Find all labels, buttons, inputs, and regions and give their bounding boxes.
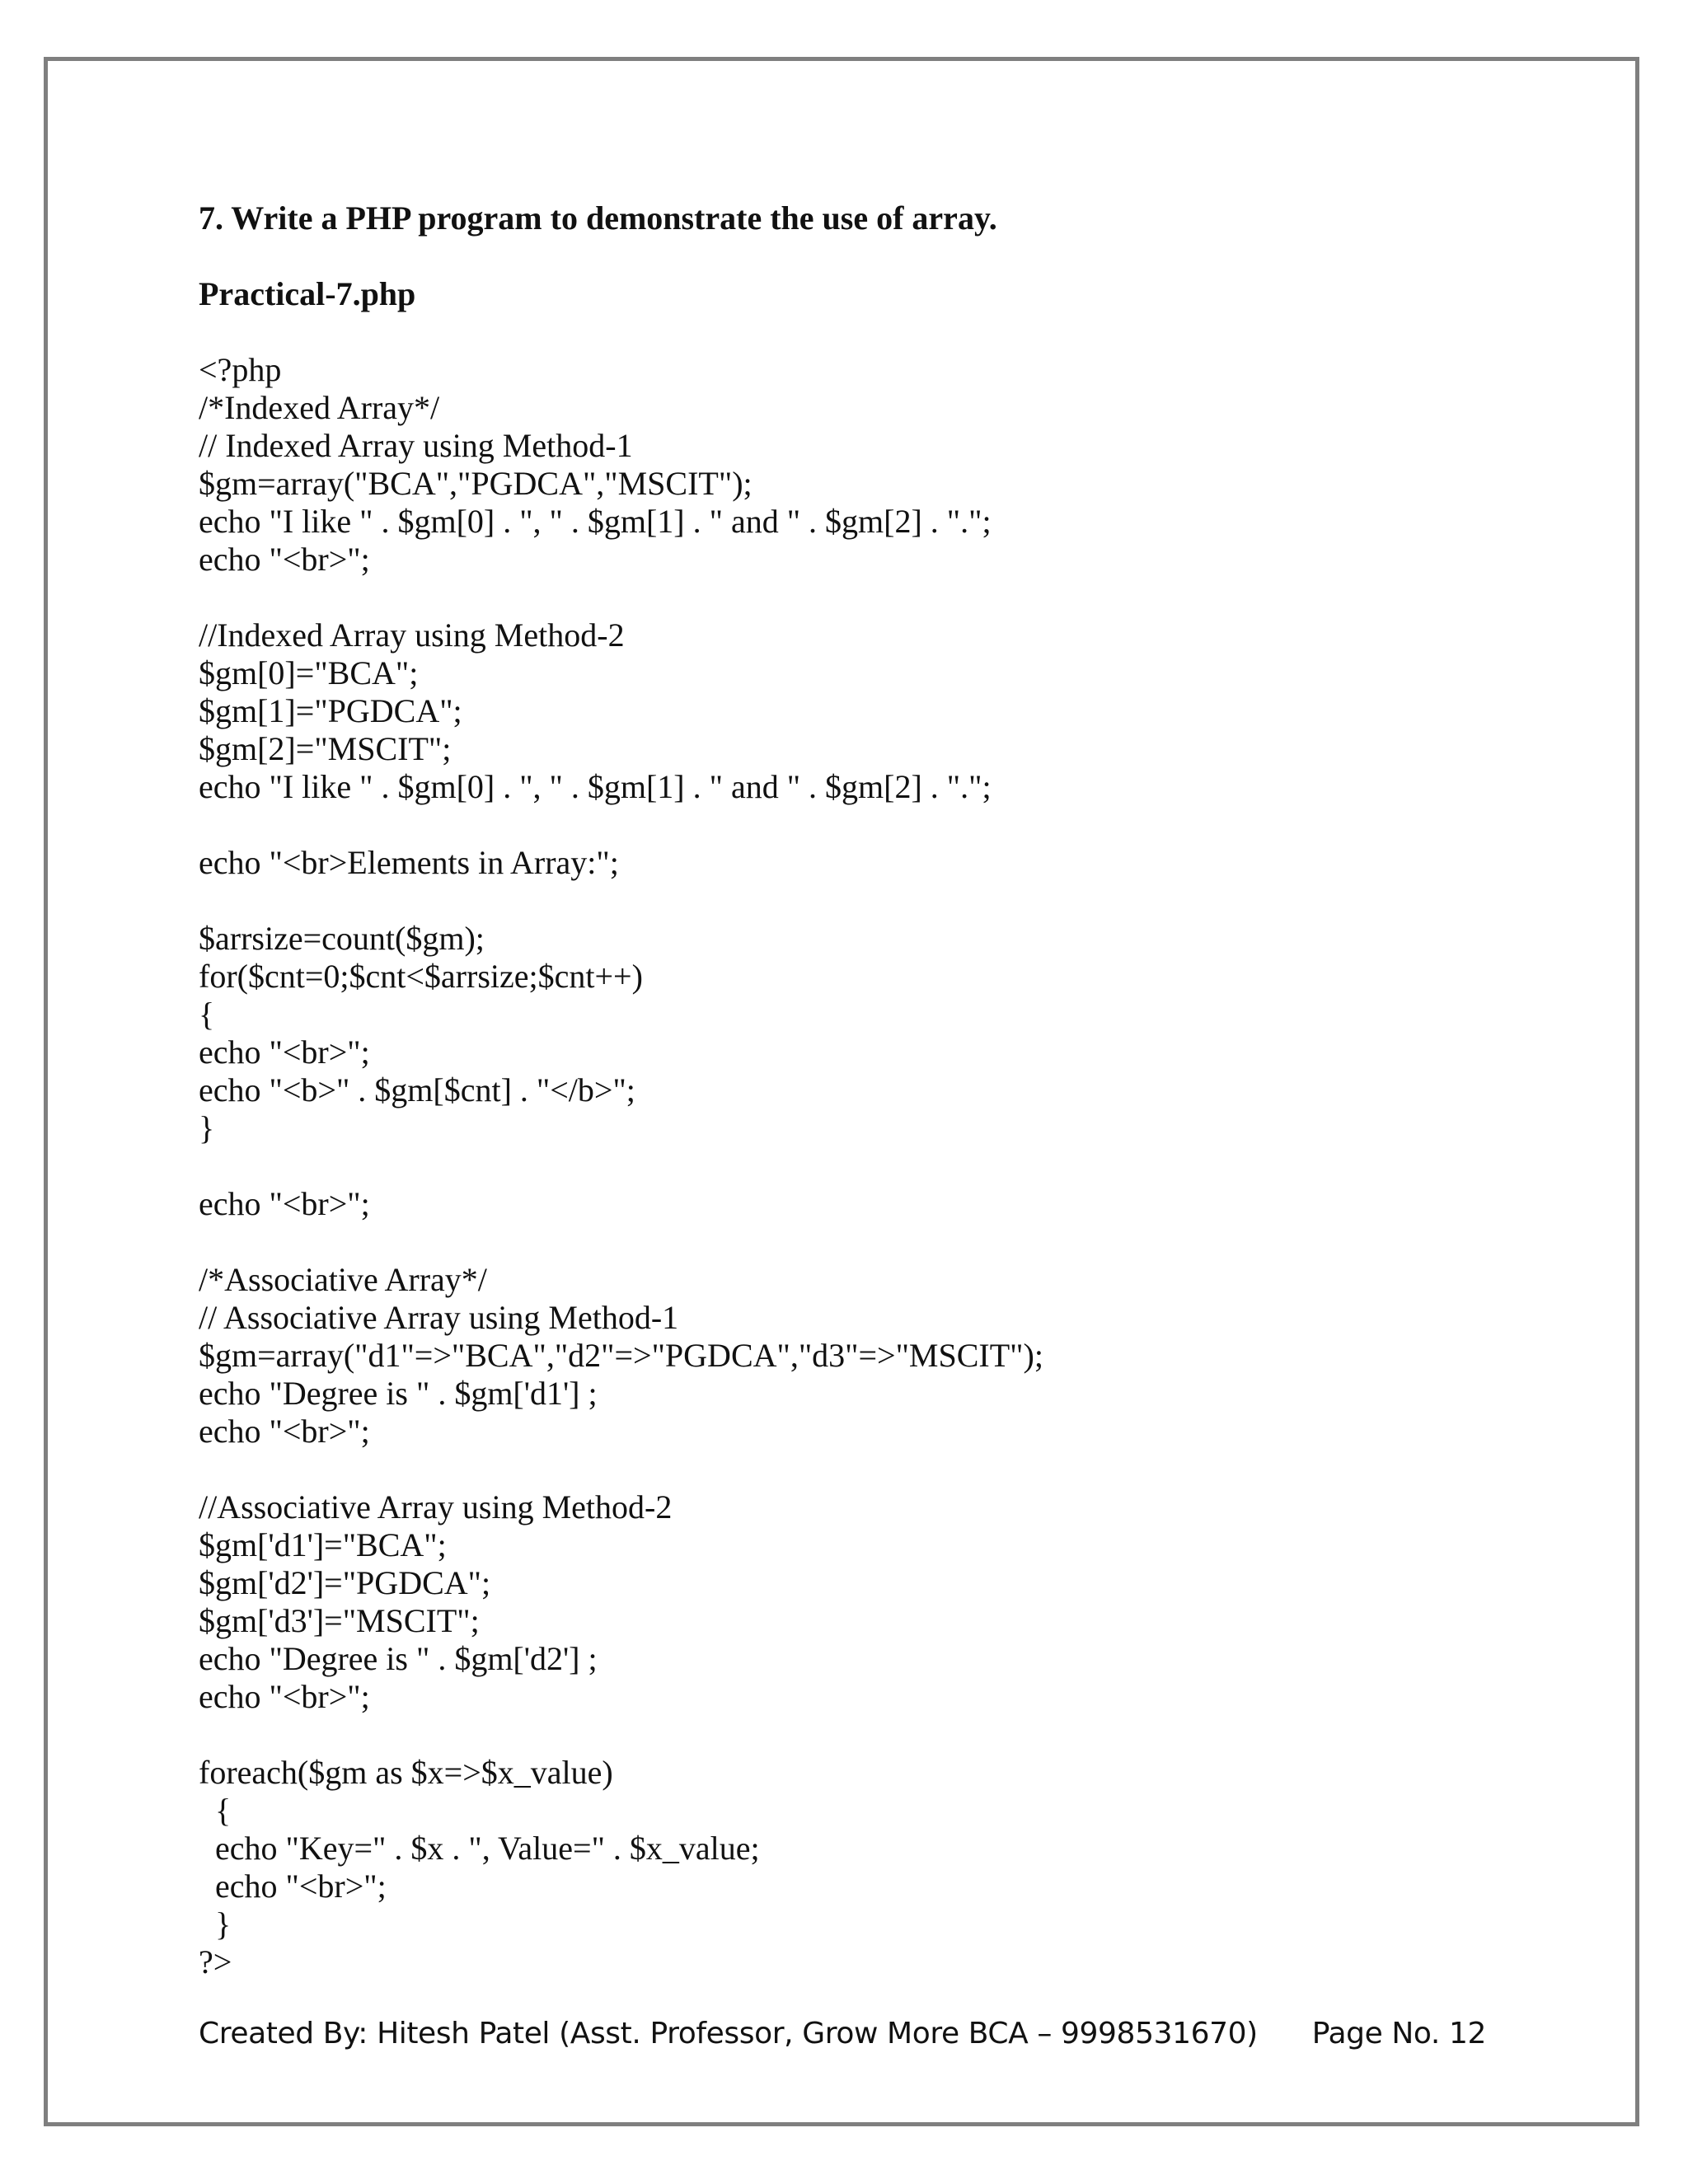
- code-line: [199, 1451, 1600, 1488]
- code-line: echo "<br>Elements in Array:";: [199, 844, 619, 881]
- code-line: $gm['d1']="BCA";: [199, 1526, 447, 1563]
- footer-credit: Created By: Hitesh Patel (Asst. Professor, Grow More BCA – 9998531670): [199, 2017, 1258, 2050]
- code-line: $gm[2]="MSCIT";: [199, 730, 452, 767]
- code-line: }: [199, 1109, 215, 1146]
- page-content: [199, 199, 1600, 1981]
- code-line: [199, 806, 1600, 844]
- code-line: }: [199, 1905, 232, 1943]
- code-line: echo "Degree is " . $gm['d1'] ;: [199, 1375, 598, 1412]
- code-line: {: [199, 1792, 232, 1829]
- code-line: [199, 882, 1600, 920]
- code-listing: [199, 351, 1600, 1981]
- code-line: echo "<br>";: [199, 1185, 370, 1222]
- code-line: echo "I like " . $gm[0] . ", " . $gm[1] . " and " . $gm[2] . ".";: [199, 503, 992, 540]
- code-line: [199, 1223, 1600, 1261]
- code-line: $gm[1]="PGDCA";: [199, 692, 462, 729]
- code-line: //Indexed Array using Method-2: [199, 616, 625, 654]
- code-line: echo "Key=" . $x . ", Value=" . $x_value;: [199, 1830, 760, 1867]
- code-line: // Associative Array using Method-1: [199, 1299, 679, 1336]
- code-line: echo "Degree is " . $gm['d2'] ;: [199, 1640, 598, 1677]
- page-footer: [199, 2013, 1486, 2055]
- code-line: ?>: [199, 1943, 232, 1980]
- code-line: echo "<br>";: [199, 1413, 370, 1450]
- code-line: $gm[0]="BCA";: [199, 654, 419, 691]
- code-line: echo "<br>";: [199, 541, 370, 578]
- program-filename: Practical-7.php: [199, 275, 416, 312]
- code-line: $gm['d2']="PGDCA";: [199, 1564, 491, 1601]
- question-heading: 7. Write a PHP program to demonstrate the use of array.: [199, 199, 997, 237]
- footer-page-number: Page No. 12: [1311, 2017, 1486, 2050]
- code-line: /*Indexed Array*/: [199, 389, 440, 426]
- code-line: <?php: [199, 351, 282, 388]
- code-line: echo "<b>" . $gm[$cnt] . "</b>";: [199, 1071, 635, 1108]
- code-line: echo "<br>";: [199, 1678, 370, 1715]
- code-line: [199, 579, 1600, 616]
- code-line: [199, 1716, 1600, 1754]
- code-line: {: [199, 996, 215, 1033]
- code-line: // Indexed Array using Method-1: [199, 427, 633, 464]
- code-line: for($cnt=0;$cnt<$arrsize;$cnt++): [199, 958, 643, 995]
- code-line: /*Associative Array*/: [199, 1261, 487, 1298]
- code-line: foreach($gm as $x=>$x_value): [199, 1754, 613, 1791]
- code-line: //Associative Array using Method-2: [199, 1488, 673, 1526]
- code-line: [199, 1147, 1600, 1185]
- code-line: $gm=array("BCA","PGDCA","MSCIT");: [199, 465, 753, 502]
- code-line: echo "<br>";: [199, 1868, 387, 1905]
- code-line: $arrsize=count($gm);: [199, 920, 485, 957]
- code-line: echo "I like " . $gm[0] . ", " . $gm[1] . " and " . $gm[2] . ".";: [199, 768, 992, 805]
- code-line: $gm=array("d1"=>"BCA","d2"=>"PGDCA","d3"=>"MSCIT");: [199, 1337, 1043, 1374]
- code-line: echo "<br>";: [199, 1033, 370, 1071]
- code-line: $gm['d3']="MSCIT";: [199, 1602, 480, 1639]
